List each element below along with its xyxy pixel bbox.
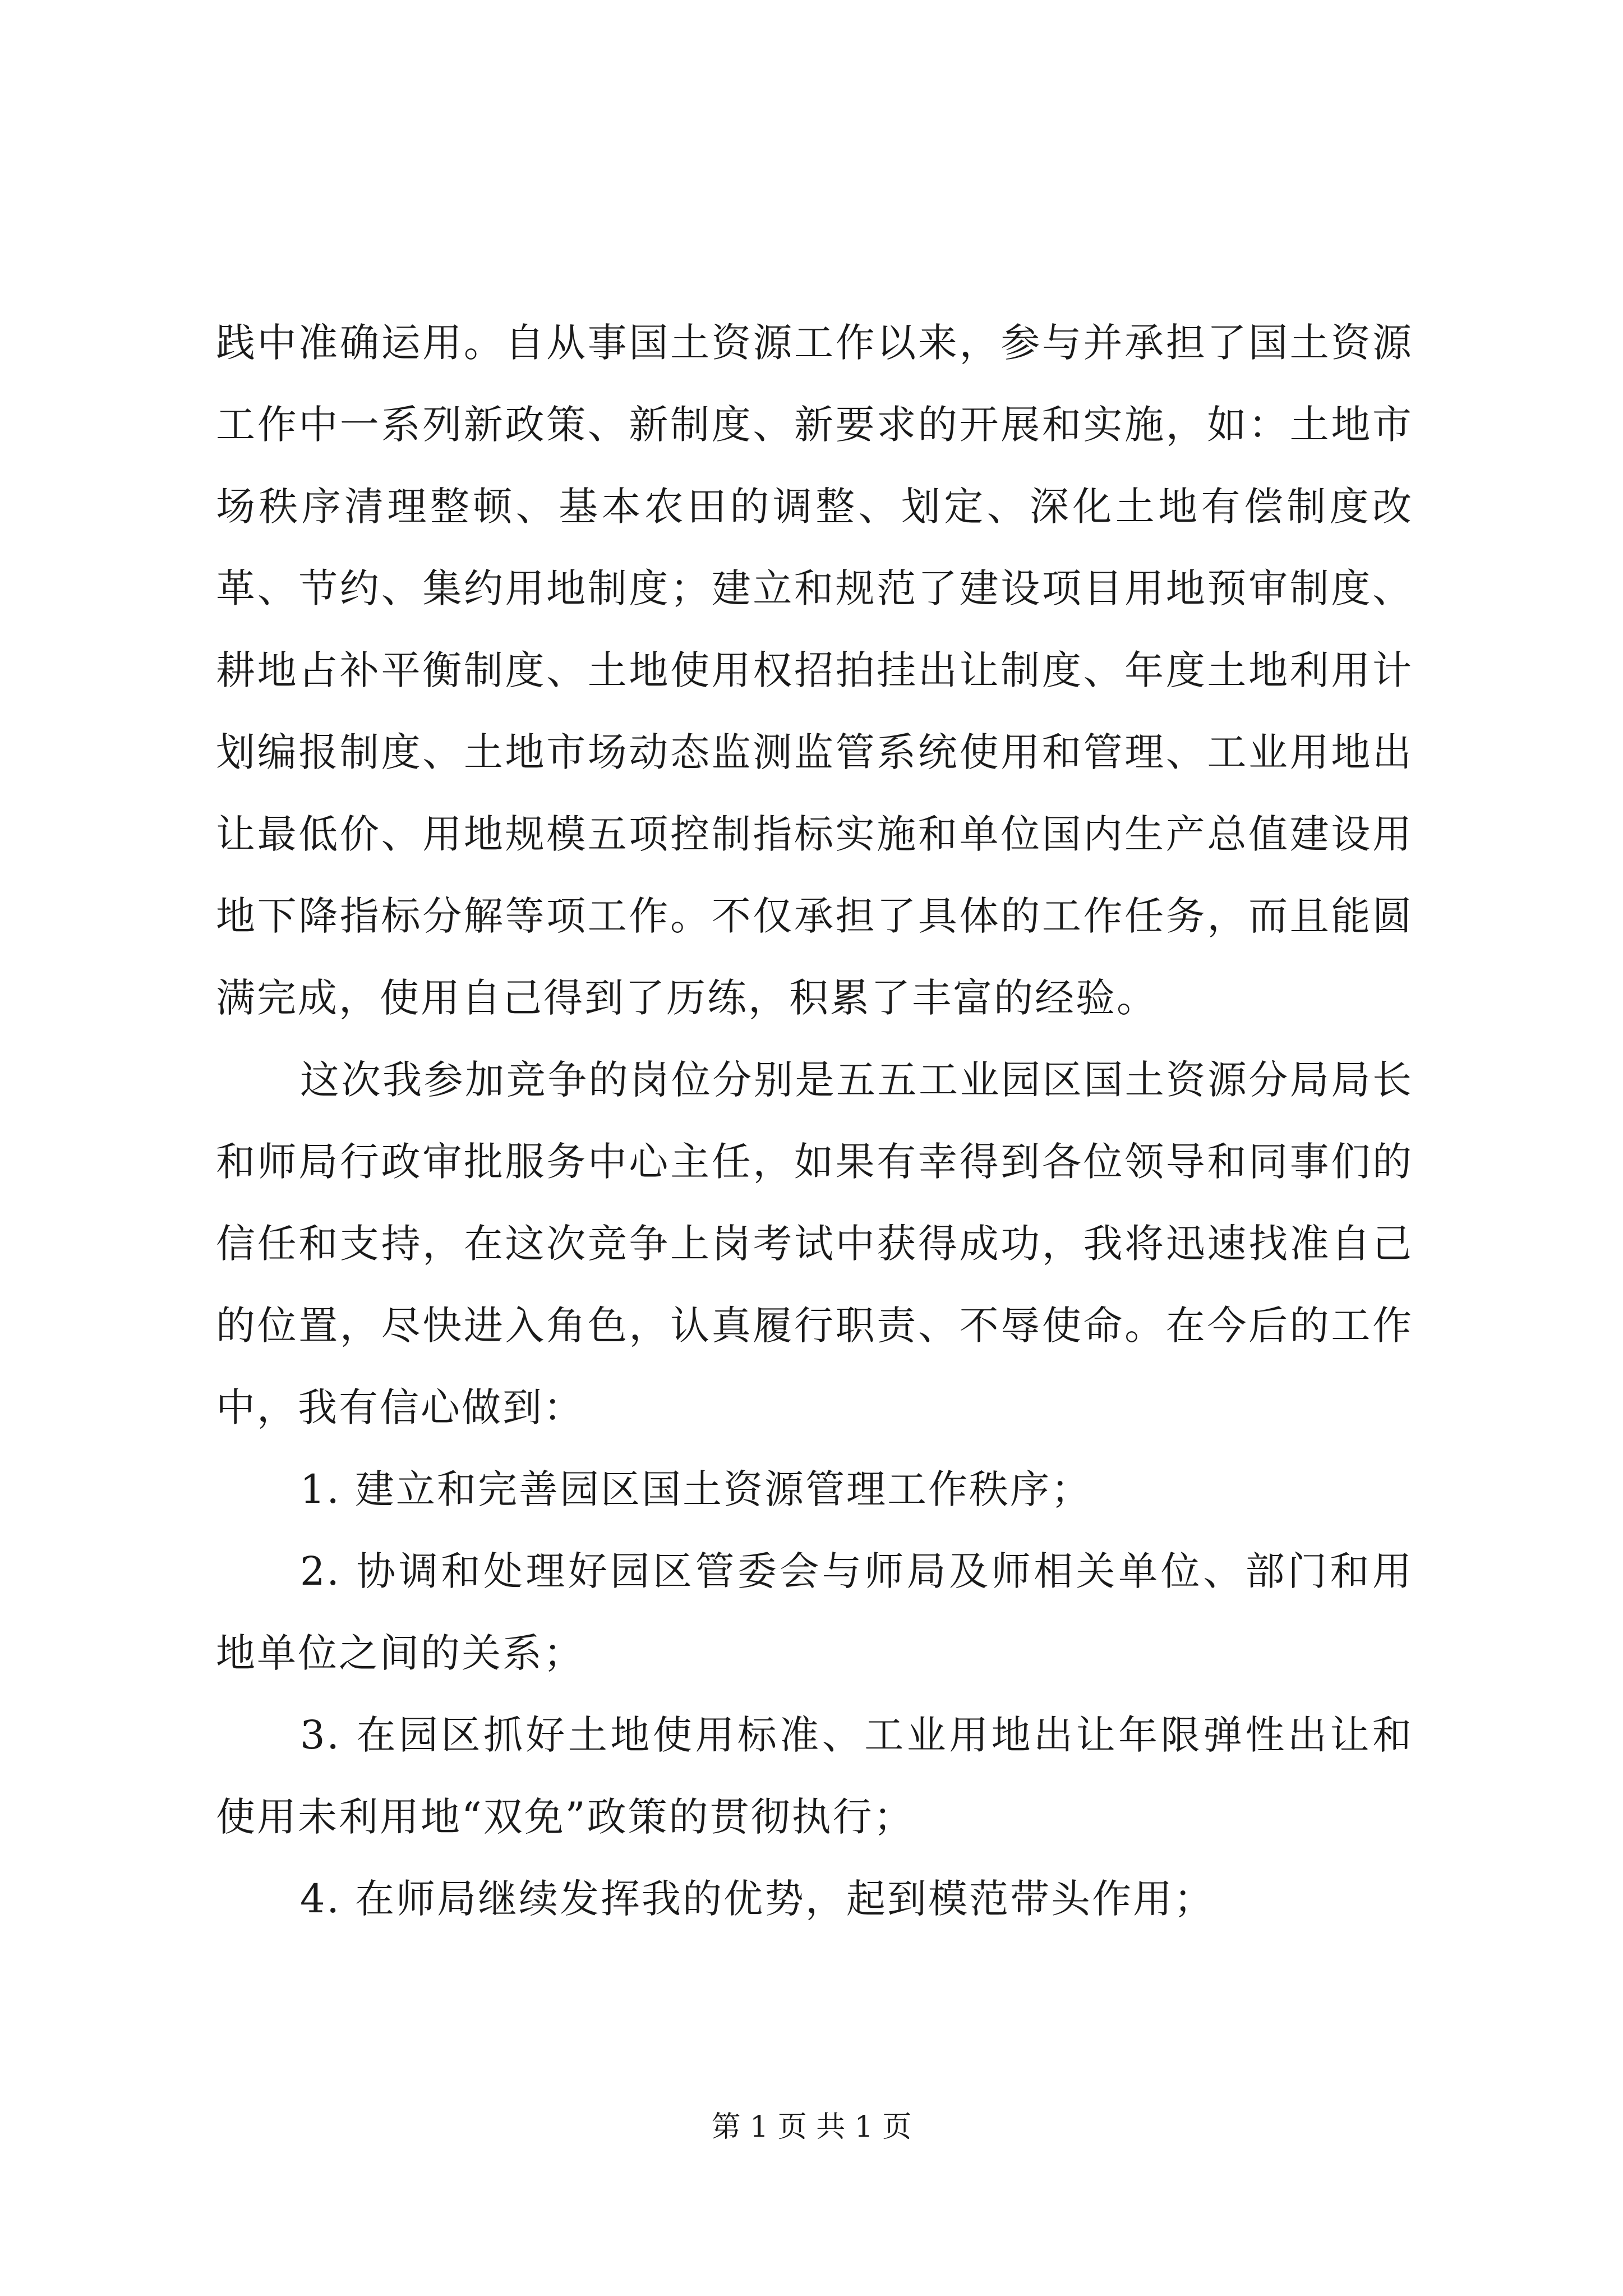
- list-item-3: 3. 在园区抓好土地使用标准、工业用地出让年限弹性出让和使用未利用地“双免”政策的贯彻执行；: [216, 1712, 1413, 1840]
- list-item-2: 2. 协调和处理好园区管委会与师局及师相关单位、部门和用地单位之间的关系；: [216, 1548, 1413, 1676]
- page-footer: 第 1 页 共 1 页: [711, 2110, 912, 2144]
- list-item-4: 4. 在师局继续发挥我的优势，起到模范带头作用；: [300, 1876, 1215, 1922]
- list-item-1: 1. 建立和完善园区国土资源管理工作秩序；: [300, 1466, 1092, 1512]
- document-body: [216, 302, 1413, 1940]
- paragraph-continuation: 践中准确运用。自从事国土资源工作以来，参与并承担了国土资源工作中一系列新政策、新制度、新要求的开展和实施，如：土地市场秩序清理整顿、基本农田的调整、划定、深化土地有偿制度改革、节约、集约用地制度；建立和规范了建设项目用地预审制度、耕地占补平衡制度、土地使用权招拍挂出让制度、年度土地利用计划编报制度、土地市场动态监测监管系统使用和管理、工业用地出让最低价、用地规模五项控制指标实施和单位国内生产总值建设用地下降指标分解等项工作。不仅承担了具体的工作任务，而且能圆满完成，使用自己得到了历练，积累了丰富的经验。: [216, 320, 1413, 1021]
- paragraph-position-statement: 这次我参加竞争的岗位分别是五五工业园区国土资源分局局长和师局行政审批服务中心主任，如果有幸得到各位领导和同事们的信任和支持，在这次竞争上岗考试中获得成功，我将迅速找准自己的位置，尽快进入角色，认真履行职责、不辱使命。在今后的工作中，我有信心做到：: [216, 1057, 1413, 1430]
